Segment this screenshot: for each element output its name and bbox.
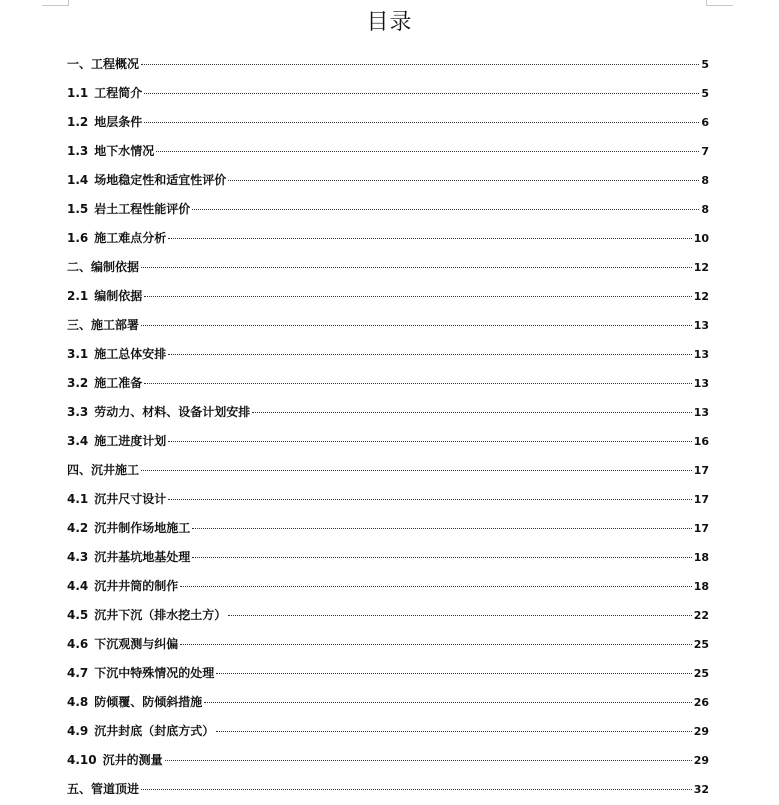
toc-entry-heading: [67, 544, 190, 570]
toc-entry-page-number: 16: [693, 435, 709, 448]
toc-entry[interactable]: [67, 515, 709, 544]
toc-entry-page-number: 5: [701, 58, 709, 71]
toc-entry-title: 施工进度计划: [94, 434, 167, 448]
toc-entry-number: 3.3: [67, 405, 89, 419]
toc-entry-title: 四、沉井施工: [67, 463, 140, 477]
toc-entry-heading: [67, 51, 139, 77]
toc-entry-number: 4.9: [67, 724, 89, 738]
toc-entry-page-number: 13: [693, 406, 709, 419]
toc-entry-number: 4.7: [67, 666, 89, 680]
toc-dot-leader: [180, 644, 691, 645]
toc-entry-page-number: 12: [693, 290, 709, 303]
toc-entry-title: 二、编制依据: [67, 260, 140, 274]
toc-entry[interactable]: [67, 602, 709, 631]
toc-entry-page-number: 18: [693, 580, 709, 593]
toc-entry-title: 沉井基坑地基处理: [94, 550, 191, 564]
toc-entry-page-number: 7: [701, 145, 709, 158]
toc-entry-page-number: 25: [693, 638, 709, 651]
toc-entry[interactable]: [67, 51, 709, 80]
toc-entry-number: 1.4: [67, 173, 89, 187]
toc-entry-title: 五、管道顶进: [67, 782, 140, 796]
toc-entry-title: 沉井制作场地施工: [94, 521, 191, 535]
toc-entry[interactable]: [67, 718, 709, 747]
page-corner-mark-left: [42, 0, 69, 6]
toc-entry[interactable]: [67, 399, 709, 428]
toc-dot-leader: [168, 499, 691, 500]
toc-entry[interactable]: [67, 225, 709, 254]
toc-dot-leader: [228, 180, 699, 181]
toc-dot-leader: [168, 238, 691, 239]
toc-dot-leader: [156, 151, 699, 152]
toc-entry[interactable]: [67, 776, 709, 805]
toc-entry-number: 1.6: [67, 231, 89, 245]
toc-dot-leader: [228, 615, 691, 616]
page-corner-mark-right: [706, 0, 733, 6]
toc-entry-page-number: 13: [693, 348, 709, 361]
toc-entry[interactable]: [67, 167, 709, 196]
toc-entry-title: 编制依据: [94, 289, 143, 303]
toc-entry-title: 沉井的测量: [102, 753, 163, 767]
toc-entry-heading: [67, 689, 202, 715]
toc-entry-number: 1.2: [67, 115, 89, 129]
toc-entry[interactable]: [67, 283, 709, 312]
toc-entry-number: 4.4: [67, 579, 89, 593]
toc-entry-page-number: 12: [693, 261, 709, 274]
toc-entry-title: 下沉中特殊情况的处理: [94, 666, 215, 680]
toc-entry-heading: [67, 718, 214, 744]
toc-dot-leader: [204, 702, 691, 703]
toc-entry-heading: [67, 515, 190, 541]
toc-dot-leader: [144, 122, 699, 123]
toc-entry-heading: [67, 776, 139, 802]
toc-entry[interactable]: [67, 341, 709, 370]
toc-entry-heading: [67, 428, 166, 454]
toc-entry-heading: [67, 109, 142, 135]
toc-entry[interactable]: [67, 631, 709, 660]
toc-entry-page-number: 29: [693, 725, 709, 738]
toc-entry-heading: [67, 312, 139, 338]
toc-entry-title: 岩土工程性能评价: [94, 202, 191, 216]
toc-dot-leader: [141, 325, 692, 326]
toc-entry-number: 3.1: [67, 347, 89, 361]
toc-entry-heading: [67, 196, 190, 222]
toc-dot-leader: [192, 209, 699, 210]
toc-entry-heading: [67, 254, 139, 280]
toc-dot-leader: [165, 760, 692, 761]
toc-entry-heading: [67, 602, 226, 628]
toc-entry-heading: [67, 80, 142, 106]
toc-entry-page-number: 5: [701, 87, 709, 100]
toc-entry[interactable]: [67, 138, 709, 167]
toc-entry-title: 地层条件: [94, 115, 143, 129]
toc-entry-number: 4.8: [67, 695, 89, 709]
toc-dot-leader: [216, 673, 691, 674]
toc-entry-title: 施工总体安排: [94, 347, 167, 361]
toc-entry[interactable]: [67, 457, 709, 486]
toc-entry-heading: [67, 225, 166, 251]
toc-entry-number: 1.3: [67, 144, 89, 158]
toc-entry-heading: [67, 573, 178, 599]
toc-entry-heading: [67, 399, 250, 425]
toc-entry-page-number: 6: [701, 116, 709, 129]
toc-dot-leader: [144, 296, 691, 297]
toc-entry[interactable]: [67, 196, 709, 225]
toc-entry-heading: [67, 457, 139, 483]
toc-entry-heading: [67, 660, 214, 686]
toc-entry-number: 4.10: [67, 753, 97, 767]
toc-entry-heading: [67, 341, 166, 367]
toc-dot-leader: [216, 731, 691, 732]
toc-entry[interactable]: [67, 109, 709, 138]
toc-entry-title: 下沉观测与纠偏: [94, 637, 179, 651]
toc-entry-heading: [67, 370, 142, 396]
toc-entry-number: 1.5: [67, 202, 89, 216]
toc-entry-heading: [67, 138, 154, 164]
page-title: 目录: [366, 10, 413, 35]
toc-dot-leader: [252, 412, 691, 413]
toc-entry-page-number: 8: [701, 203, 709, 216]
toc-dot-leader: [192, 528, 691, 529]
toc-entry-number: 4.1: [67, 492, 89, 506]
toc-entry-heading: [67, 283, 142, 309]
toc-entry-page-number: 17: [693, 464, 709, 477]
toc-entry-page-number: 32: [693, 783, 709, 796]
toc-entry-title: 沉井下沉（排水挖土方）: [94, 608, 227, 622]
toc-dot-leader: [168, 441, 691, 442]
toc-entry-page-number: 8: [701, 174, 709, 187]
toc-dot-leader: [168, 354, 691, 355]
toc-dot-leader: [144, 93, 699, 94]
toc-entry-heading: [67, 167, 226, 193]
toc-entry-title: 施工难点分析: [94, 231, 167, 245]
toc-entry[interactable]: [67, 573, 709, 602]
toc-dot-leader: [141, 267, 692, 268]
toc-entry-number: 3.2: [67, 376, 89, 390]
toc-entry-title: 场地稳定性和适宜性评价: [94, 173, 227, 187]
toc-entry-title: 地下水情况: [94, 144, 155, 158]
toc-dot-leader: [192, 557, 691, 558]
toc-entry-number: 4.3: [67, 550, 89, 564]
toc-entry-title: 沉井封底（封底方式）: [94, 724, 215, 738]
toc-entry[interactable]: [67, 689, 709, 718]
toc-entry-title: 工程简介: [94, 86, 143, 100]
toc-entry[interactable]: [67, 370, 709, 399]
table-of-contents: [67, 51, 709, 805]
toc-dot-leader: [141, 64, 699, 65]
toc-entry-title: 防倾覆、防倾斜措施: [94, 695, 203, 709]
toc-dot-leader: [141, 789, 692, 790]
toc-entry[interactable]: [67, 660, 709, 689]
toc-entry-page-number: 10: [693, 232, 709, 245]
toc-entry-heading: [67, 631, 178, 657]
toc-entry-number: 4.6: [67, 637, 89, 651]
toc-entry-title: 沉井尺寸设计: [94, 492, 167, 506]
toc-entry-page-number: 13: [693, 319, 709, 332]
toc-entry[interactable]: [67, 428, 709, 457]
toc-dot-leader: [141, 470, 692, 471]
toc-entry-page-number: 18: [693, 551, 709, 564]
toc-entry-number: 1.1: [67, 86, 89, 100]
toc-entry-page-number: 25: [693, 667, 709, 680]
toc-entry[interactable]: [67, 312, 709, 341]
toc-entry-number: 2.1: [67, 289, 89, 303]
toc-dot-leader: [180, 586, 691, 587]
toc-entry-title: 劳动力、材料、设备计划安排: [94, 405, 251, 419]
toc-entry-page-number: 26: [693, 696, 709, 709]
toc-entry-number: 3.4: [67, 434, 89, 448]
toc-entry[interactable]: [67, 544, 709, 573]
toc-entry-number: 4.2: [67, 521, 89, 535]
toc-dot-leader: [144, 383, 691, 384]
toc-entry-page-number: 17: [693, 522, 709, 535]
toc-entry-heading: [67, 486, 166, 512]
toc-entry-page-number: 29: [693, 754, 709, 767]
toc-entry-heading: [67, 747, 163, 773]
toc-entry[interactable]: [67, 254, 709, 283]
toc-entry-page-number: 17: [693, 493, 709, 506]
toc-entry[interactable]: [67, 486, 709, 515]
toc-entry[interactable]: [67, 80, 709, 109]
toc-entry-title: 一、工程概况: [67, 57, 140, 71]
toc-entry-page-number: 22: [693, 609, 709, 622]
toc-entry-title: 沉井井筒的制作: [94, 579, 179, 593]
toc-entry-title: 三、施工部署: [67, 318, 140, 332]
toc-entry-number: 4.5: [67, 608, 89, 622]
toc-entry[interactable]: [67, 747, 709, 776]
toc-entry-page-number: 13: [693, 377, 709, 390]
toc-entry-title: 施工准备: [94, 376, 143, 390]
